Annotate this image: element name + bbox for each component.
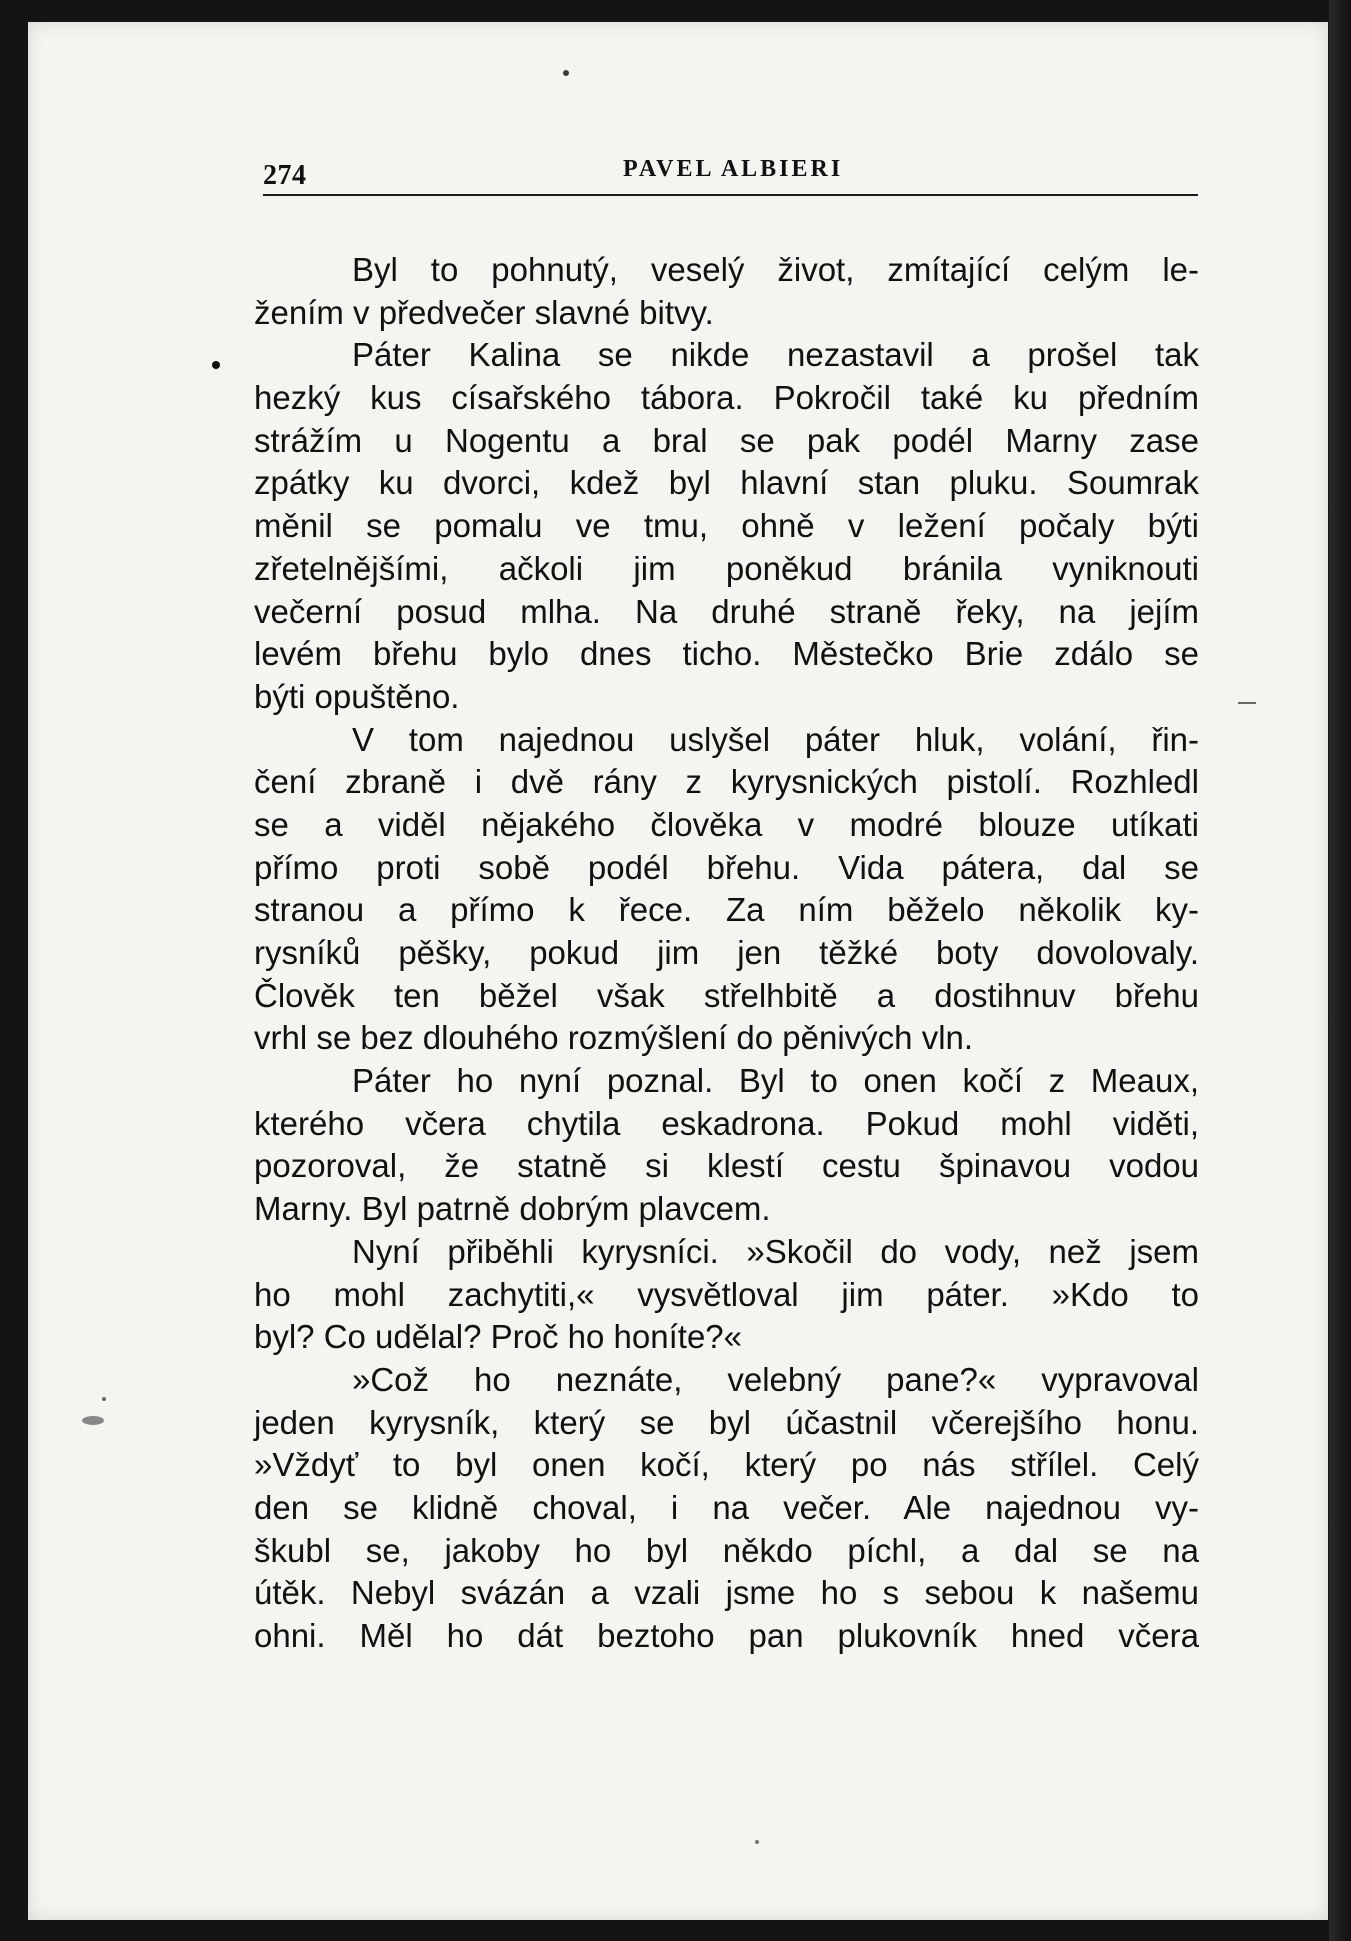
page-header	[263, 156, 1198, 196]
scan-speck	[212, 361, 220, 369]
text-line: se a viděl nějakého člověka v modré blouze utíkati	[254, 805, 1199, 843]
text-line: »Což ho neznáte, velebný pane?« vypravoval	[352, 1360, 1199, 1398]
header-rule	[263, 194, 1198, 196]
text-line: kterého včera chytila eskadrona. Pokud mohl viděti,	[254, 1104, 1199, 1142]
text-line: měnil se pomalu ve tmu, ohně v ležení počaly býti	[254, 507, 1199, 545]
text-line: žením v předvečer slavné bitvy.	[254, 293, 714, 331]
text-line: Marny. Byl patrně dobrým plavcem.	[254, 1190, 771, 1228]
text-line: vrhl se bez dlouhého rozmýšlení do pěnivých vln.	[254, 1019, 974, 1057]
text-line: ho mohl zachytiti,« vysvětloval jim páter. »Kdo to	[254, 1275, 1199, 1313]
text-line: Nyní přiběhli kyrysníci. »Skočil do vody, než jsem	[352, 1232, 1199, 1270]
text-line: pozoroval, že statně si klestí cestu špinavou vodou	[254, 1147, 1199, 1185]
text-line: den se klidně choval, i na večer. Ale najednou vy-	[254, 1488, 1199, 1526]
text-line: býti opuštěno.	[254, 677, 460, 715]
scan-speck	[82, 1416, 104, 1425]
text-line: V tom najednou uslyšel páter hluk, volání, řin-	[352, 720, 1199, 758]
text-line: zřetelnějšími, ačkoli jim poněkud bránila vyniknouti	[254, 549, 1199, 587]
scan-edge	[1329, 0, 1351, 1941]
text-line: rysníků pěšky, pokud jim jen těžké boty dovolovaly.	[254, 934, 1199, 971]
running-head: PAVEL ALBIERI	[623, 156, 844, 182]
text-line: Člověk ten běžel však střelhbitě a dostihnuv břehu	[254, 976, 1199, 1014]
text-line: večerní posud mlha. Na druhé straně řeky, na jejím	[254, 592, 1199, 630]
text-line: přímo proti sobě podél břehu. Vida pátera, dal se	[254, 848, 1199, 886]
body-text	[254, 249, 1199, 1658]
text-line: strážím u Nogentu a bral se pak podél Marny zase	[254, 421, 1199, 459]
scan-speck	[102, 1397, 106, 1401]
scan-speck	[563, 70, 569, 76]
text-line: jeden kyrysník, který se byl účastnil včerejšího honu.	[254, 1403, 1199, 1441]
text-line: byl? Co udělal? Proč ho honíte?«	[254, 1318, 743, 1356]
text-line: útěk. Nebyl svázán a vzali jsme ho s sebou k našemu	[254, 1574, 1199, 1612]
text-line: levém břehu bylo dnes ticho. Městečko Brie zdálo se	[254, 635, 1199, 673]
text-line: stranou a přímo k řece. Za ním běželo několik ky-	[254, 891, 1199, 929]
text-line: zpátky ku dvorci, kdež byl hlavní stan pluku. Soumrak	[254, 464, 1199, 502]
text-line: »Vždyť to byl onen kočí, který po nás střílel. Celý	[254, 1446, 1199, 1484]
text-line: Páter ho nyní poznal. Byl to onen kočí z Meaux,	[352, 1062, 1199, 1100]
scan-mark	[1238, 702, 1256, 704]
text-line: hezký kus císařského tábora. Pokročil také ku předním	[254, 379, 1199, 417]
text-line: ohni. Měl ho dát beztoho pan plukovník hned včera	[254, 1617, 1199, 1654]
text-line: Byl to pohnutý, veselý život, zmítající celým le-	[352, 251, 1199, 288]
text-line: čení zbraně i dvě rány z kyrysnických pistolí. Rozhledl	[254, 763, 1199, 801]
text-line: škubl se, jakoby ho byl někdo píchl, a dal se na	[254, 1531, 1199, 1569]
page-number: 274	[263, 160, 307, 191]
text-line: Páter Kalina se nikde nezastavil a prošel tak	[352, 336, 1199, 374]
scan-speck	[755, 1840, 759, 1844]
